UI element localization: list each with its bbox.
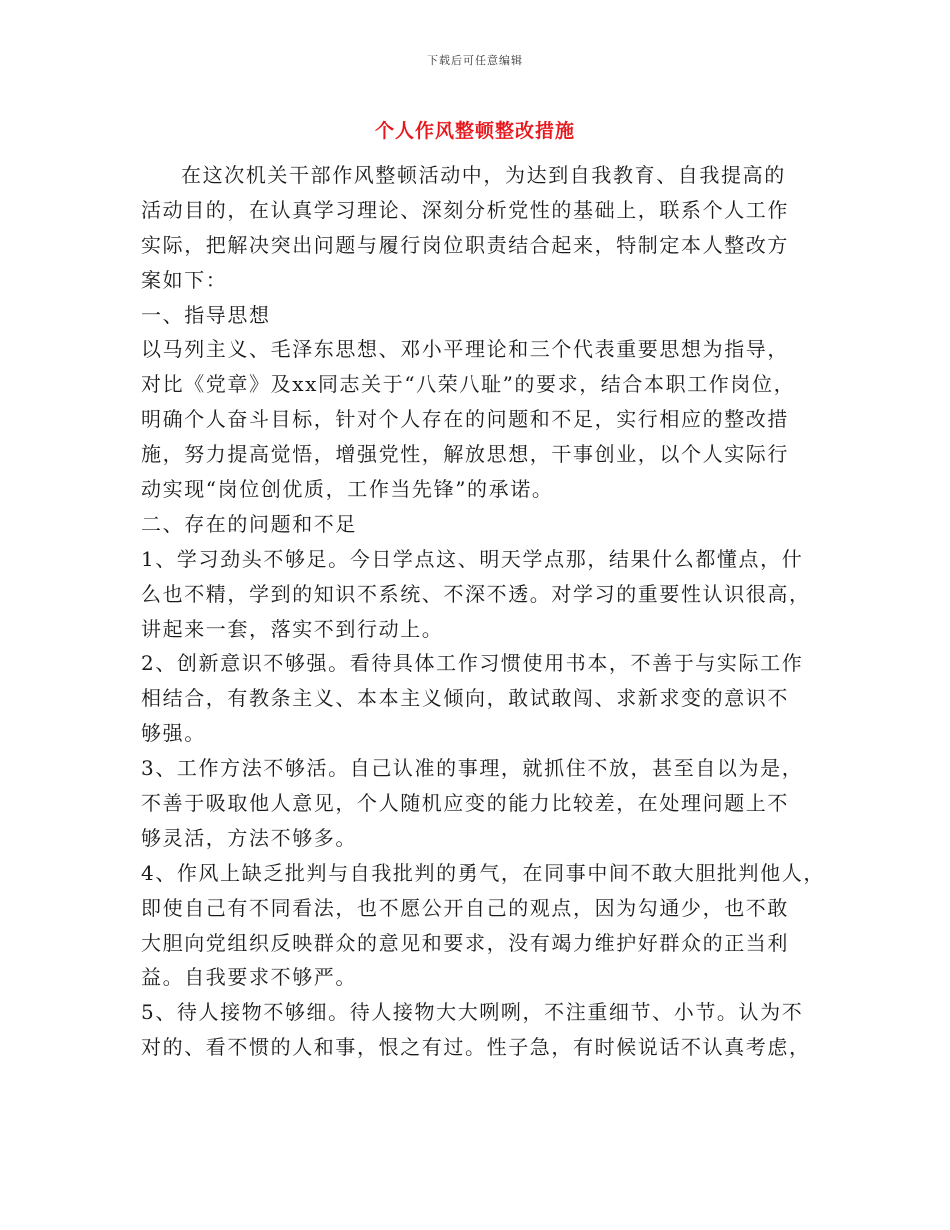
body-line: 案如下： bbox=[141, 267, 228, 292]
body-line: 么也不精，学到的知识不系统、不深不透。对学习的重要性认识很高， bbox=[141, 581, 811, 606]
body-line: 施，努力提高觉悟，增强党性，解放思想，干事创业，以个人实际行 bbox=[141, 442, 789, 467]
body-line: 以马列主义、毛泽东思想、邓小平理论和三个代表重要思想为指导， bbox=[141, 337, 789, 362]
body-line: 够灵活，方法不够多。 bbox=[141, 825, 357, 850]
body-line: 够强。 bbox=[141, 721, 206, 746]
body-line: 相结合，有教条主义、本本主义倾向，敢试敢闯、求新求变的意识不 bbox=[141, 686, 789, 711]
body-line: 对的、看不惯的人和事，恨之有过。性子急，有时候说话不认真考虑， bbox=[141, 1035, 811, 1060]
body-line: 讲起来一套，落实不到行动上。 bbox=[141, 616, 444, 641]
body-line: 明确个人奋斗目标，针对个人存在的问题和不足，实行相应的整改措 bbox=[141, 407, 789, 432]
body-line: 活动目的，在认真学习理论、深刻分析党性的基础上，联系个人工作 bbox=[141, 197, 789, 222]
body-line: 5、待人接物不够细。待人接物大大咧咧，不注重细节、小节。认为不 bbox=[141, 1000, 804, 1025]
body-line: 2、创新意识不够强。看待具体工作习惯使用书本，不善于与实际工作 bbox=[141, 651, 804, 676]
document-title: 个人作风整顿整改措施 bbox=[374, 120, 575, 142]
body-line: 动实现“岗位创优质，工作当先锋”的承诺。 bbox=[141, 477, 554, 502]
body-line: 即使自己有不同看法，也不愿公开自己的观点，因为勾通少，也不敢 bbox=[141, 895, 789, 920]
body-line: 3、工作方法不够活。自己认准的事理，就抓住不放，甚至自以为是， bbox=[141, 756, 804, 781]
section-heading: 二、存在的问题和不足 bbox=[141, 511, 357, 536]
body-line: 在这次机关干部作风整顿活动中，为达到自我教育、自我提高的 bbox=[181, 163, 786, 187]
body-line: 不善于吸取他人意见，个人随机应变的能力比较差，在处理问题上不 bbox=[141, 791, 789, 816]
body-line: 实际，把解决突出问题与履行岗位职责结合起来，特制定本人整改方 bbox=[141, 232, 789, 257]
body-line: 益。自我要求不够严。 bbox=[141, 965, 357, 990]
section-heading: 一、指导思想 bbox=[141, 302, 271, 327]
document-body bbox=[141, 158, 825, 1065]
body-line: 对比《党章》及xx同志关于“八荣八耻”的要求，结合本职工作岗位， bbox=[141, 372, 796, 397]
body-line: 4、作风上缺乏批判与自我批判的勇气，在同事中间不敢大胆批判他人， bbox=[141, 860, 825, 885]
header-note: 下载后可任意编辑 bbox=[427, 54, 523, 67]
body-line: 大胆向党组织反映群众的意见和要求，没有竭力维护好群众的正当利 bbox=[141, 930, 789, 955]
body-line: 1、学习劲头不够足。今日学点这、明天学点那，结果什么都懂点，什 bbox=[141, 546, 804, 571]
